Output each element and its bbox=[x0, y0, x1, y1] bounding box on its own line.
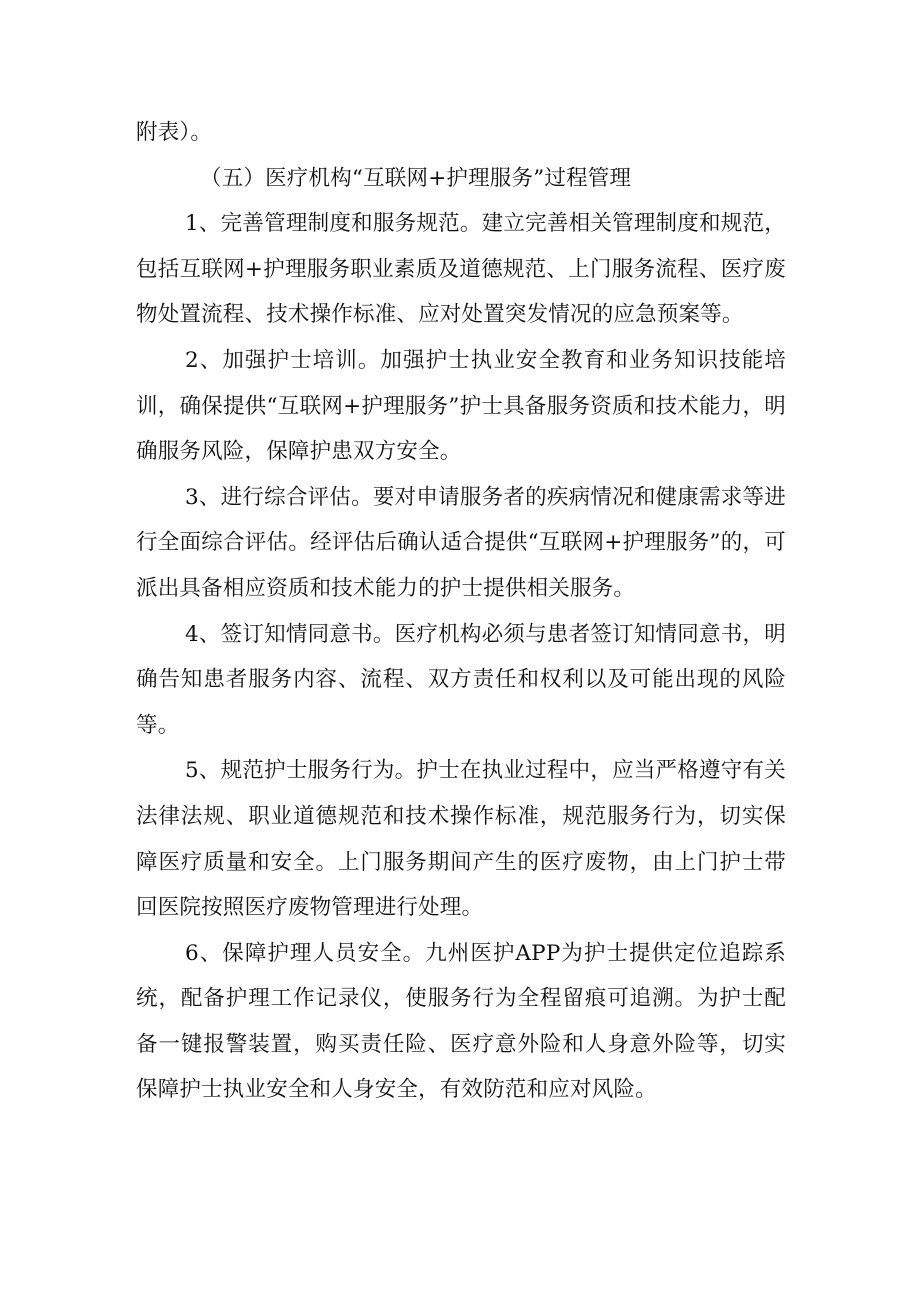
paragraph-item-3: 3、进行综合评估。要对申请服务者的疾病情况和健康需求等进行全面综合评估。经评估后确认适合提供“互联网+护理服务”的，可派出具备相应资质和技术能力的护士提供相关服务。 bbox=[136, 484, 786, 601]
paragraph-item-6: 6、保障护理人员安全。九州医护APP为护士提供定位追踪系统，配备护理工作记录仪，使服务行为全程留痕可追溯。为护士配备一键报警装置，购买责任险、医疗意外险和人身意外险等，切实保障护士执业安全和人身安全，有效防范和应对风险。 bbox=[136, 940, 786, 1103]
paragraph-continuation: 附表）。 bbox=[136, 120, 213, 145]
paragraph-item-2: 2、加强护士培训。加强护士执业安全教育和业务知识技能培训，确保提供“互联网+护理服务”护士具备服务资质和技术能力，明确服务风险，保障护患双方安全。 bbox=[136, 347, 786, 465]
paragraph-item-5: 5、规范护士服务行为。护士在执业过程中，应当严格遵守有关法律法规、职业道德规范和技术操作标准，规范服务行为，切实保障医疗质量和安全。上门服务期间产生的医疗废物，由上门护士带回医院按照医疗废物管理进行处理。 bbox=[136, 758, 786, 921]
paragraph-item-4: 4、签订知情同意书。医疗机构必须与患者签订知情同意书，明确告知患者服务内容、流程、双方责任和权利以及可能出现的风险等。 bbox=[136, 621, 786, 738]
section-heading: （五）医疗机构“互联网+护理服务”过程管理 bbox=[200, 165, 632, 191]
document-body bbox=[136, 110, 786, 1113]
paragraph-item-1: 1、完善管理制度和服务规范。建立完善相关管理制度和规范，包括互联网+护理服务职业素质及道德规范、上门服务流程、医疗废物处置流程、技术操作标准、应对处置突发情况的应急预案等。 bbox=[136, 211, 786, 328]
